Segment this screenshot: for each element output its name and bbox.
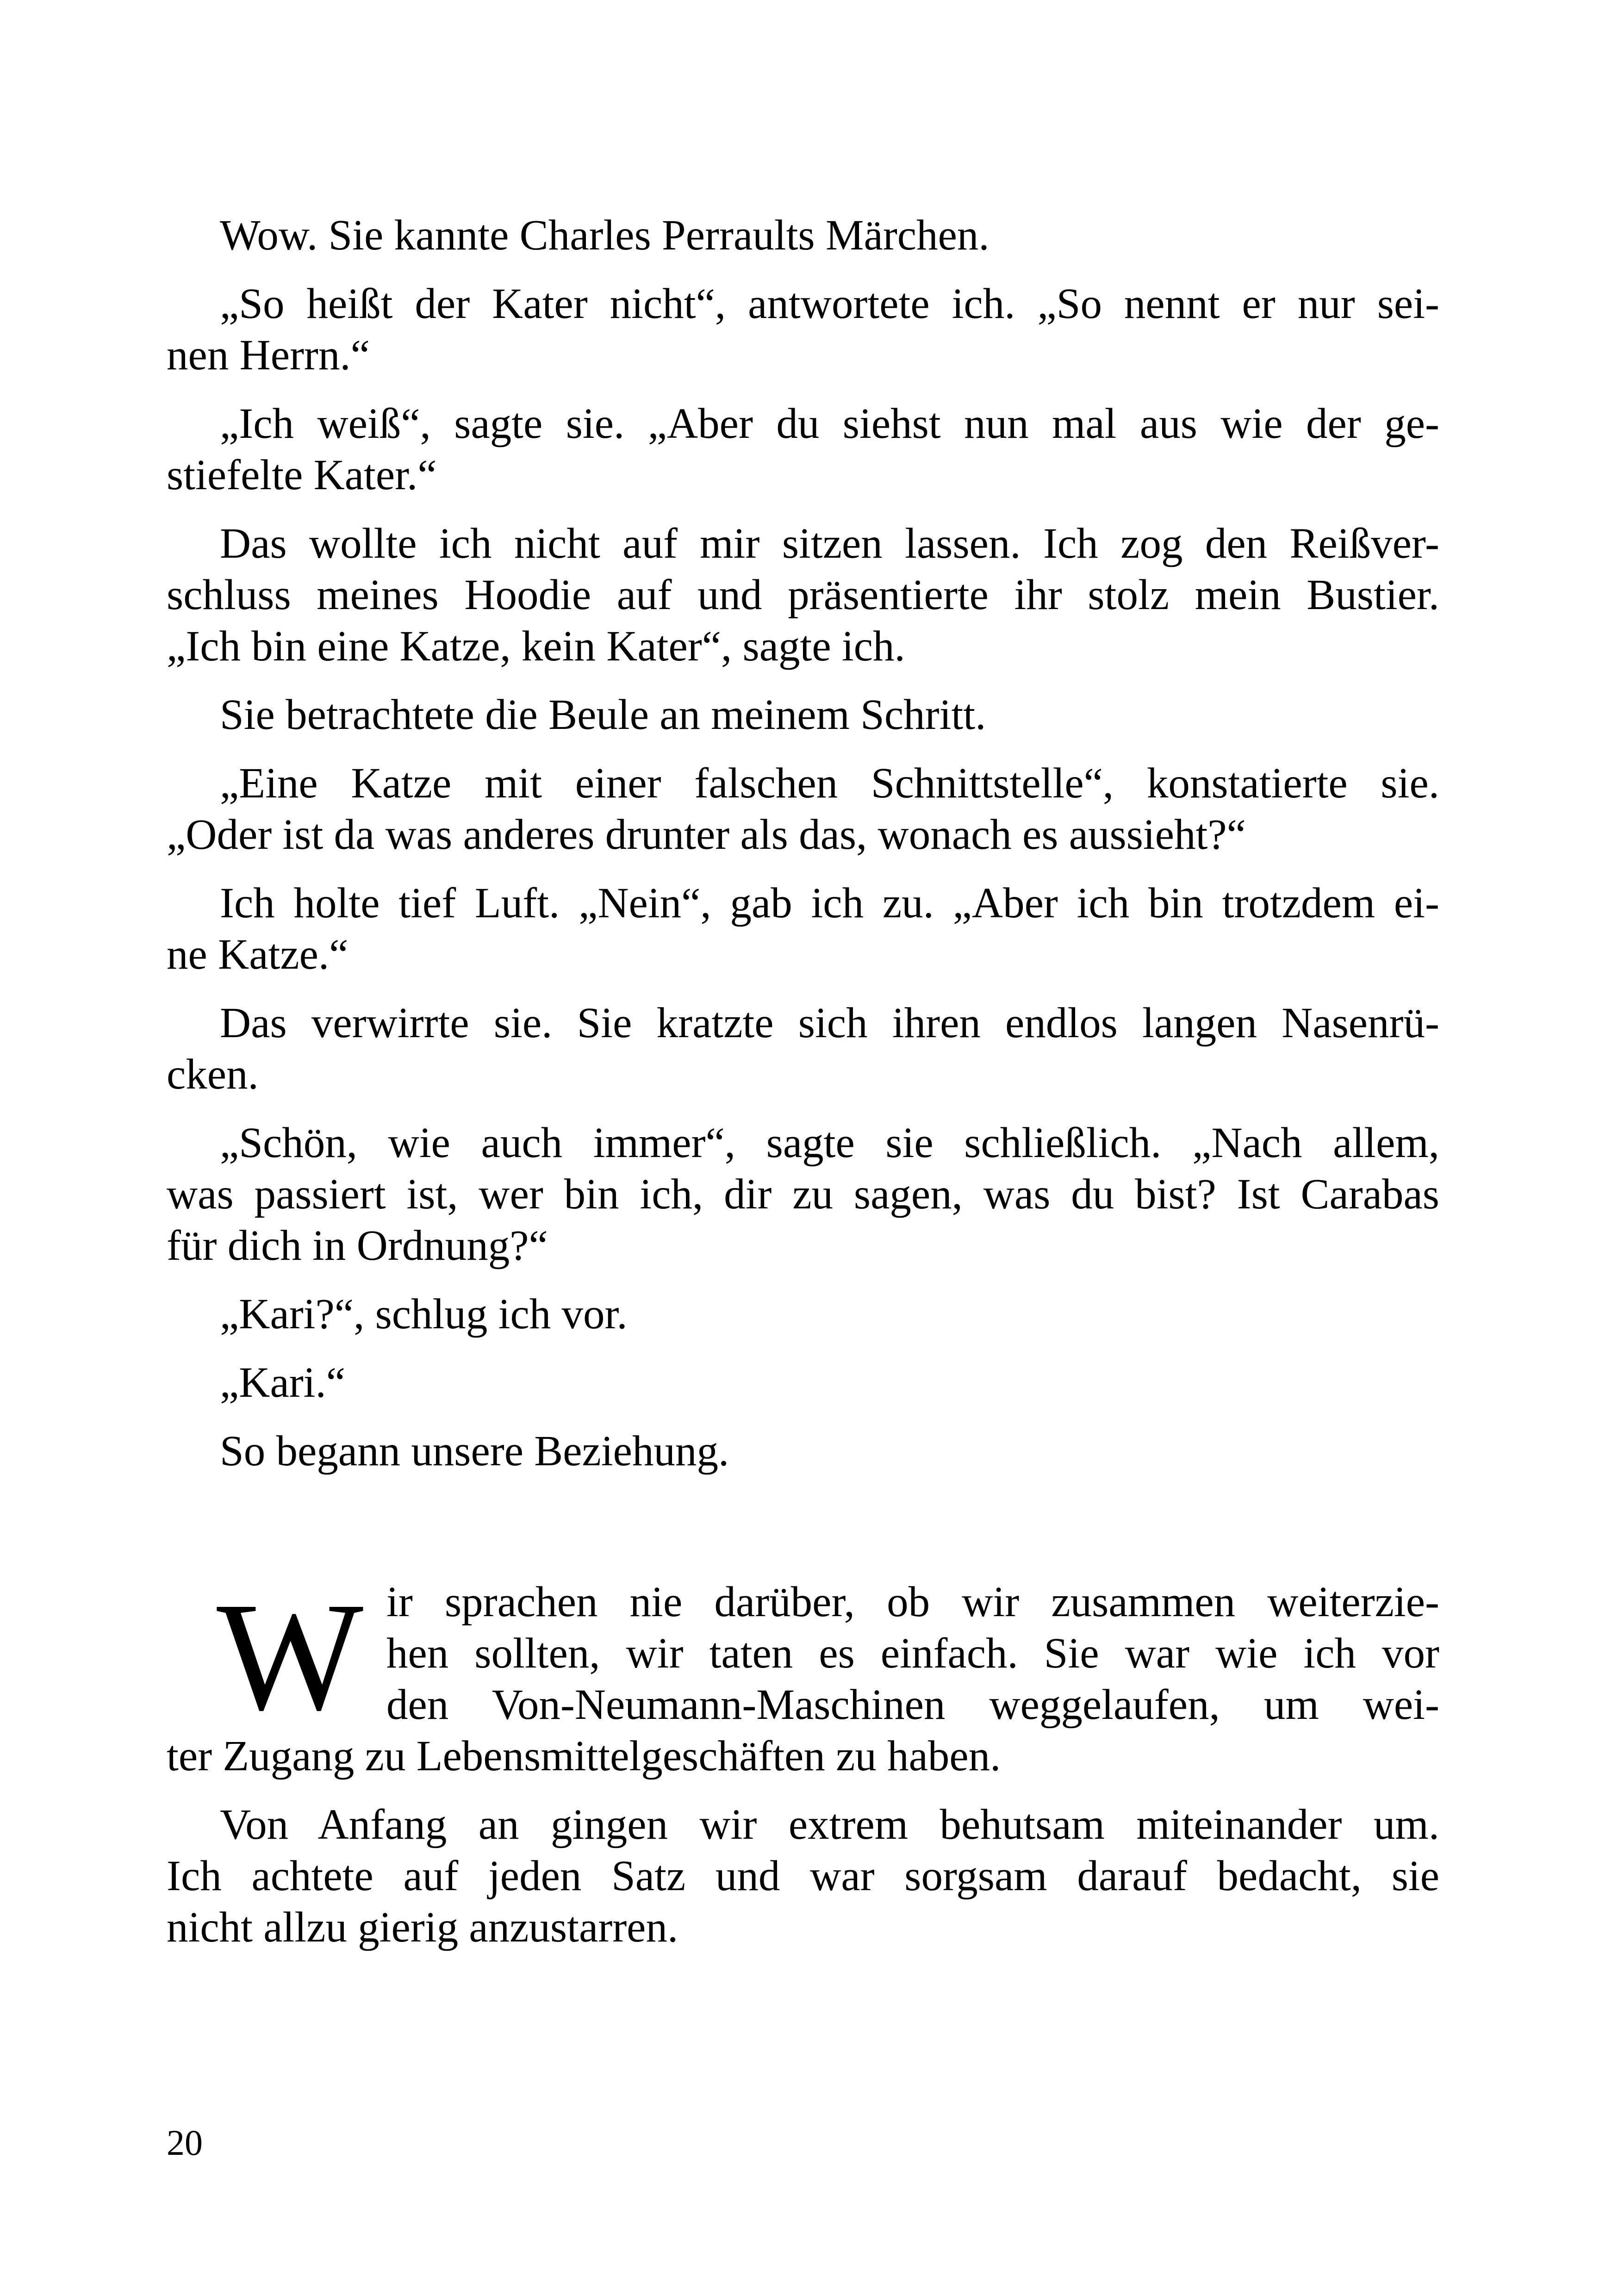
text-line: „Ich bin eine Katze, kein Kater“, sagte ich. xyxy=(167,622,905,670)
text-line: Das verwirrte sie. Sie kratzte sich ihren endlos langen Nasenrü- xyxy=(220,999,1439,1047)
text-line: „Oder ist da was anderes drunter als das, wonach es aussieht?“ xyxy=(167,811,1246,859)
paragraph xyxy=(167,278,1439,381)
paragraph xyxy=(167,758,1439,860)
text-line: schluss meines Hoodie auf und präsentierte ihr stolz mein Bustier. xyxy=(167,571,1439,619)
text-line: cken. xyxy=(167,1051,259,1098)
text-line: nicht allzu gierig anzustarren. xyxy=(167,1904,678,1951)
paragraph xyxy=(167,1288,1439,1340)
text-line: „Kari.“ xyxy=(220,1359,346,1406)
text-line: hen sollten, wir taten es einfach. Sie war wie ich vor xyxy=(386,1630,1439,1677)
paragraph xyxy=(167,997,1439,1100)
book-page-text xyxy=(167,210,1439,1970)
paragraph xyxy=(167,1117,1439,1271)
text-line: ir sprachen nie darüber, ob wir zusammen weiterzie- xyxy=(386,1578,1439,1626)
paragraph xyxy=(167,1357,1439,1408)
text-line: Das wollte ich nicht auf mir sitzen lassen. Ich zog den Reißver- xyxy=(220,520,1439,567)
section-break xyxy=(167,1494,1439,1576)
text-line: Ich holte tief Luft. „Nein“, gab ich zu. „Aber ich bin trotzdem ei- xyxy=(220,879,1439,927)
text-line: stiefelte Kater.“ xyxy=(167,451,437,499)
text-line: für dich in Ordnung?“ xyxy=(167,1222,548,1269)
text-line: ter Zugang zu Lebensmittelgeschäften zu haben. xyxy=(167,1732,1001,1780)
paragraph xyxy=(167,1799,1439,1953)
page-number: 20 xyxy=(167,2122,203,2163)
text-line: Wow. Sie kannte Charles Perraults Märchen. xyxy=(220,212,989,259)
text-line: So begann unsere Beziehung. xyxy=(220,1427,729,1475)
paragraph xyxy=(167,1425,1439,1477)
text-line: nen Herrn.“ xyxy=(167,331,370,379)
section-opening-paragraph xyxy=(167,1570,1439,1782)
paragraph xyxy=(167,210,1439,261)
paragraph xyxy=(167,877,1439,980)
text-line: „Ich weiß“, sagte sie. „Aber du siehst nun mal aus wie der ge- xyxy=(220,400,1439,448)
text-line: Ich achtete auf jeden Satz und war sorgsam darauf bedacht, sie xyxy=(167,1852,1439,1900)
text-line: „Schön, wie auch immer“, sagte sie schließlich. „Nach allem, xyxy=(220,1119,1439,1167)
text-line: „Eine Katze mit einer falschen Schnittstelle“, konstatierte sie. xyxy=(220,759,1439,807)
text-line: den Von-Neumann-Maschinen weggelaufen, um wei- xyxy=(386,1681,1439,1729)
text-line: Von Anfang an gingen wir extrem behutsam miteinander um. xyxy=(220,1801,1439,1848)
text-line: Sie betrachtete die Beule an meinem Schritt. xyxy=(220,691,986,739)
drop-cap-letter: W xyxy=(217,1570,364,1742)
text-line: was passiert ist, wer bin ich, dir zu sagen, was du bist? Ist Carabas xyxy=(167,1170,1439,1218)
paragraph xyxy=(167,689,1439,740)
text-line: ne Katze.“ xyxy=(167,931,348,978)
text-line: „Kari?“, schlug ich vor. xyxy=(220,1290,628,1338)
paragraph xyxy=(167,518,1439,672)
paragraph xyxy=(167,398,1439,501)
text-line: „So heißt der Kater nicht“, antwortete ich. „So nennt er nur sei- xyxy=(220,280,1439,328)
